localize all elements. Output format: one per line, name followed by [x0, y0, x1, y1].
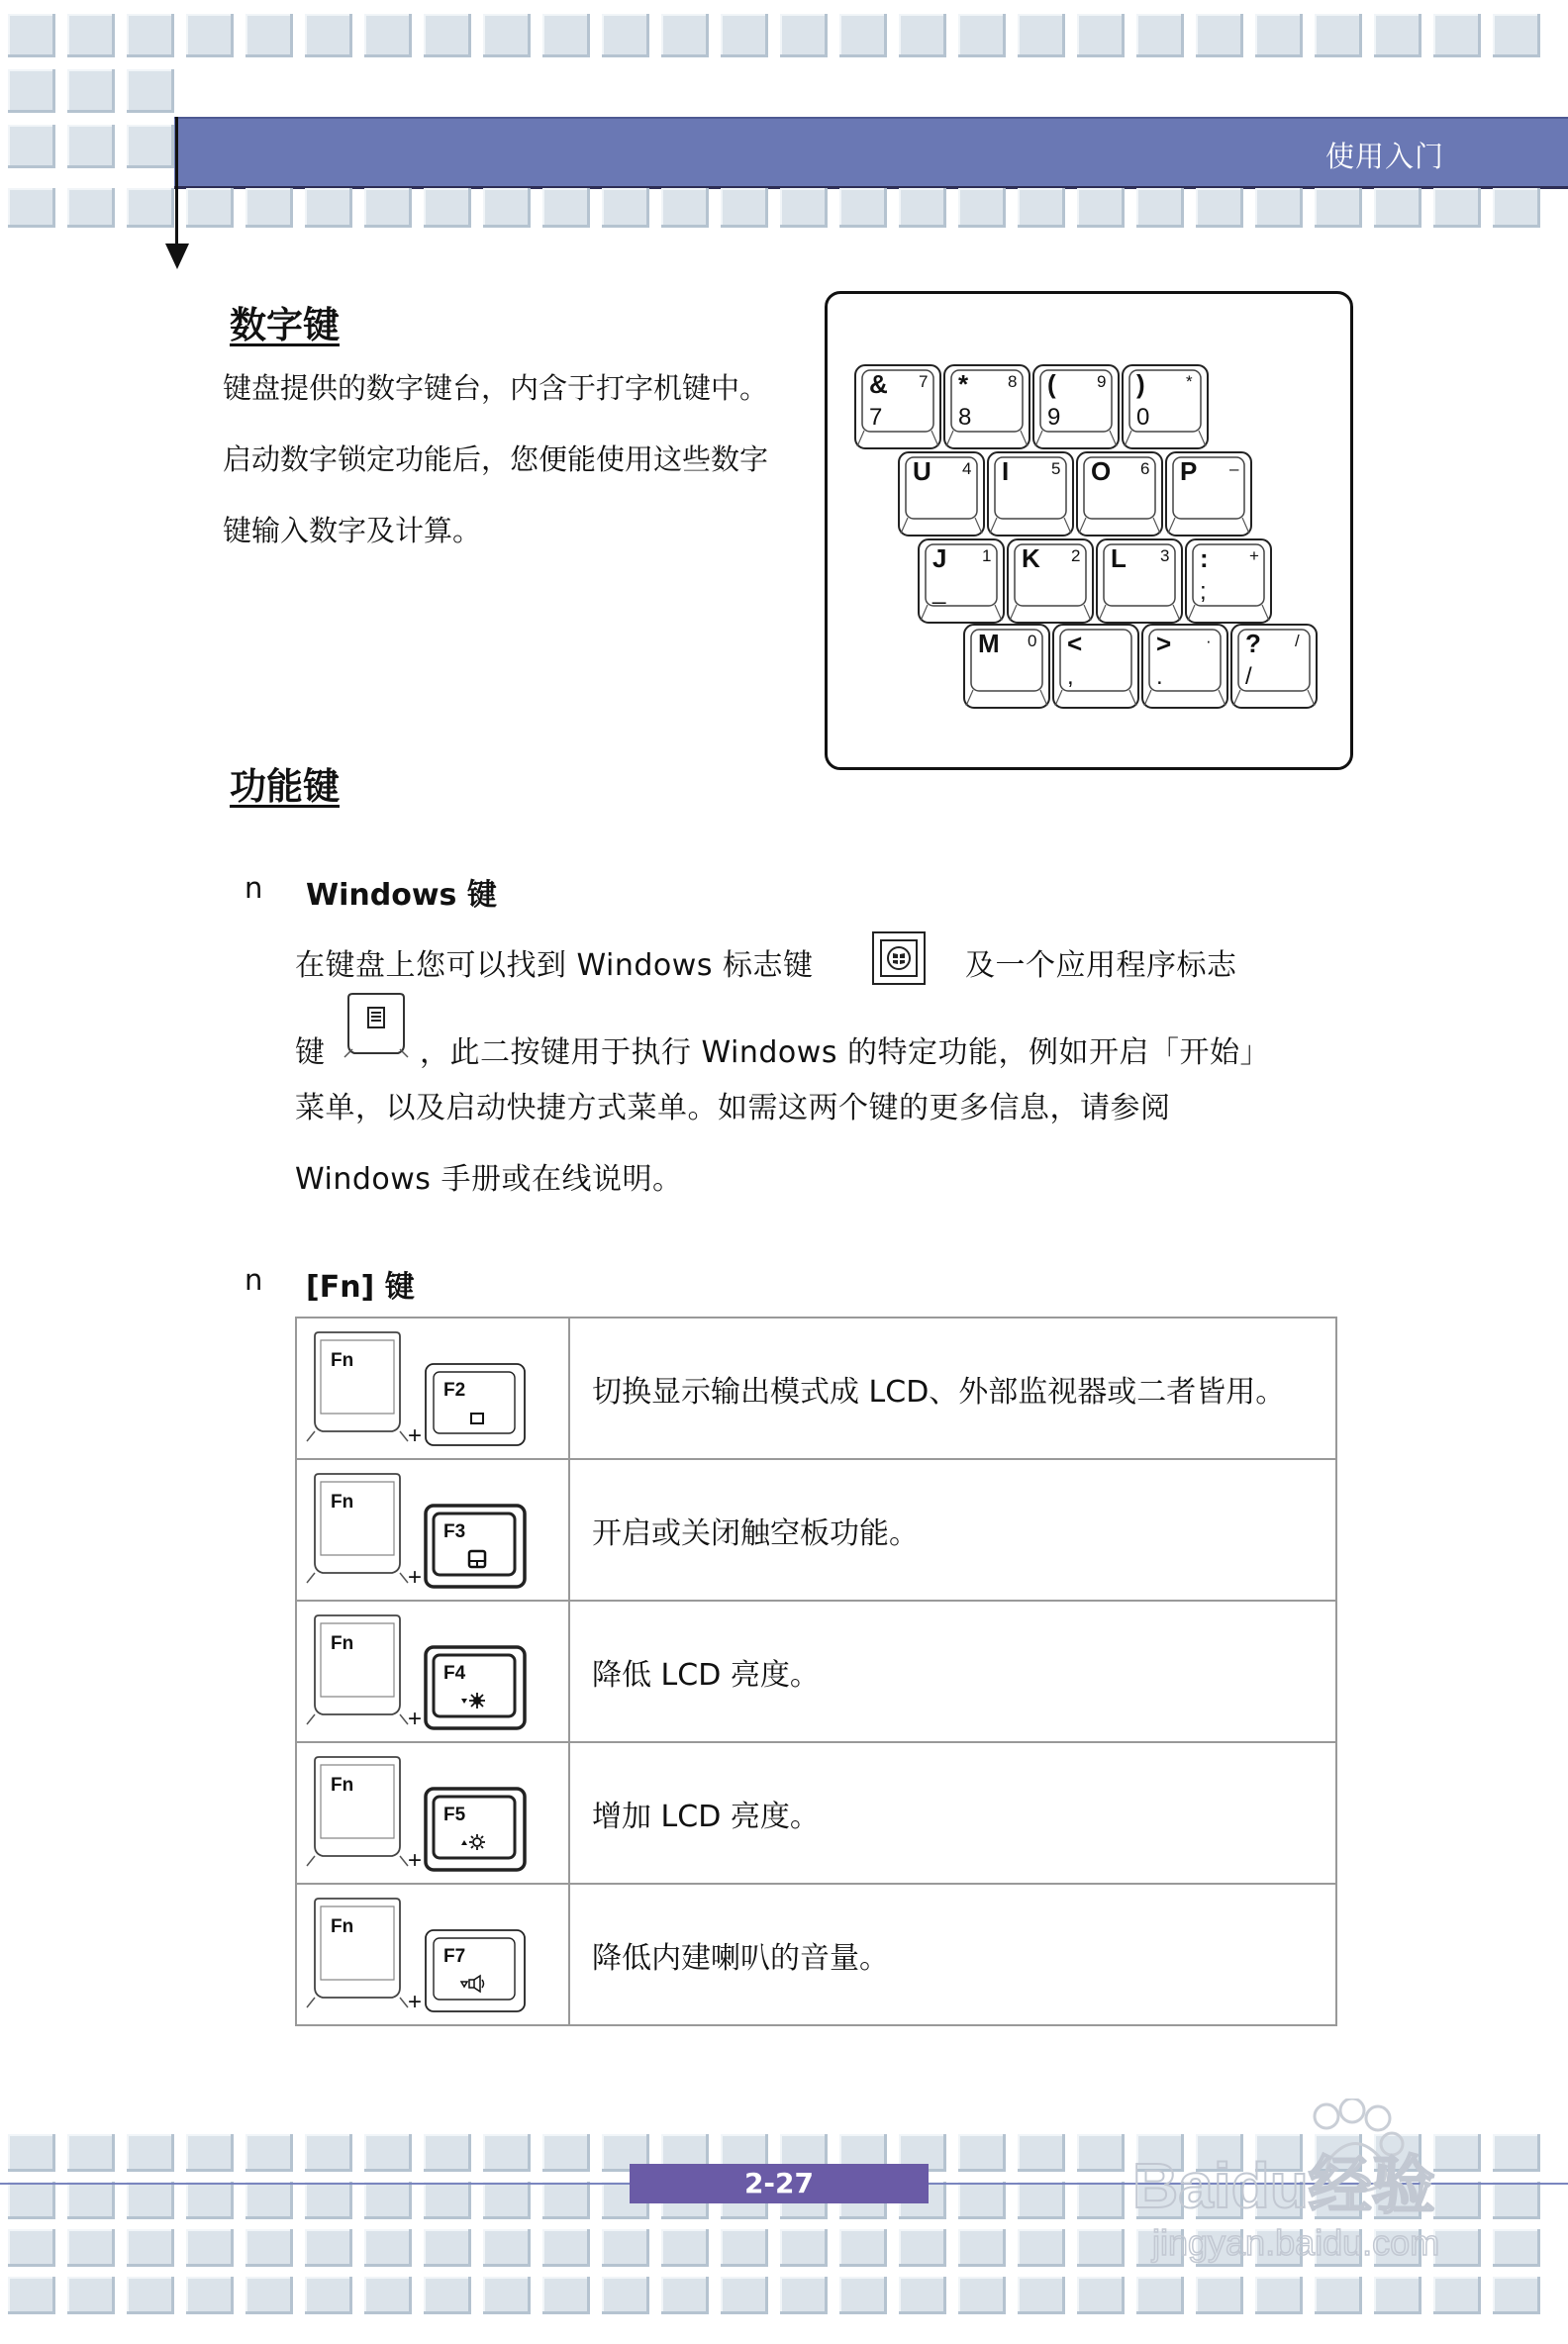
footer-tile	[780, 2229, 828, 2267]
keypad-key-main-label: &	[869, 369, 888, 399]
footer-tile	[245, 2277, 293, 2314]
header-tile	[542, 14, 590, 57]
keypad-key	[964, 625, 1049, 708]
fn-table-row	[296, 1742, 1336, 1884]
header-tile	[661, 188, 709, 228]
fn-table-row	[296, 1601, 1336, 1742]
fn-key-combo-cell	[296, 1459, 569, 1601]
fn-table-row	[296, 1318, 1336, 1459]
page-number: 2-27	[630, 2164, 929, 2203]
windows-bullet: n	[245, 871, 263, 905]
footer-tile	[305, 2182, 352, 2219]
header-tile	[1374, 14, 1421, 57]
windows-line-2b: ，此二按键用于执行 Windows 的特定功能，例如开启「开始」	[420, 1035, 1270, 1070]
f-keycap	[426, 1364, 525, 1445]
header-tile	[602, 188, 649, 228]
header-tile	[899, 188, 946, 228]
numeric-description	[223, 352, 768, 566]
footer-tile	[1374, 2277, 1421, 2314]
footer-tile	[305, 2134, 352, 2172]
windows-logo-key-icon	[871, 930, 927, 990]
keypad-key-numeric-label: 8	[1008, 372, 1018, 391]
header-tile	[780, 14, 828, 57]
windows-line-1	[295, 940, 814, 984]
header-tile	[67, 188, 115, 228]
header-tile	[186, 14, 234, 57]
footer-tile	[127, 2134, 174, 2172]
fn-key-combo-figure	[297, 1889, 554, 2017]
numeric-line-3: 键输入数字及计算。	[223, 514, 482, 547]
footer-tile	[364, 2182, 412, 2219]
footer-tile	[1018, 2277, 1065, 2314]
footer-tile	[186, 2182, 234, 2219]
keypad-key	[1123, 365, 1208, 448]
numeric-line-2: 启动数字锁定功能后，您便能使用这些数字	[223, 442, 769, 476]
keypad-key-numeric-label: 9	[1097, 372, 1107, 391]
fn-key-title: [Fn] 键	[306, 1270, 415, 1305]
footer-tile	[67, 2229, 115, 2267]
f-key-label: F2	[443, 1379, 466, 1401]
header-tile	[424, 188, 471, 228]
fn-key-label: Fn	[331, 1349, 354, 1371]
keypad-key	[919, 539, 1004, 623]
fn-key-combo-figure	[297, 1322, 554, 1451]
keypad-key	[1186, 539, 1271, 623]
footer-tile	[542, 2229, 590, 2267]
fn-key-description: 增加 LCD 亮度。	[569, 1742, 1336, 1884]
keypad-key-main-label: I	[1002, 456, 1010, 486]
fn-key-label: Fn	[331, 1632, 354, 1654]
keypad-key-numeric-label: 4	[962, 459, 972, 478]
f-key-label: F3	[443, 1520, 466, 1542]
header-tile	[127, 69, 174, 113]
footer-tile	[839, 2277, 887, 2314]
header-tile	[186, 188, 234, 228]
header-tile	[1077, 188, 1125, 228]
header-tile	[483, 188, 531, 228]
fn-keycap	[307, 1474, 408, 1583]
fn-key-description: 降低内建喇叭的音量。	[569, 1884, 1336, 2025]
f-key-label: F7	[443, 1945, 466, 1967]
baidu-watermark-logo	[1132, 2099, 1509, 2271]
fn-key-label: Fn	[331, 1491, 354, 1513]
footer-tile	[958, 2229, 1006, 2267]
fn-table-row	[296, 1459, 1336, 1601]
footer-tile	[1493, 2277, 1540, 2314]
header-tile	[127, 14, 174, 57]
header-tile	[1196, 188, 1243, 228]
fn-key-description: 开启或关闭触空板功能。	[569, 1459, 1336, 1601]
header-tile	[602, 14, 649, 57]
footer-tile	[721, 2229, 768, 2267]
header-tile-pattern-row4	[8, 188, 1540, 228]
header-tile	[721, 188, 768, 228]
footer-tile	[602, 2277, 649, 2314]
watermark-brand-text: Baidu经验	[1132, 2150, 1435, 2221]
fn-keycap	[307, 1757, 408, 1866]
keypad-key	[1142, 625, 1227, 708]
fn-key-label: Fn	[331, 1915, 354, 1937]
fn-key-description: 切换显示输出模式成 LCD、外部监视器或二者皆用。	[569, 1318, 1336, 1459]
application-key-icon	[343, 992, 410, 1063]
footer-tile	[186, 2229, 234, 2267]
footer-tile	[483, 2134, 531, 2172]
keypad-key-main-label: J	[932, 543, 947, 573]
keypad-key	[1077, 452, 1162, 536]
keypad-key-numeric-label: 0	[1028, 632, 1037, 650]
header-tile	[958, 14, 1006, 57]
footer-tile	[67, 2134, 115, 2172]
keypad-key-main-label: :	[1200, 543, 1209, 573]
footer-tile	[67, 2182, 115, 2219]
keypad-key-main-label: P	[1180, 456, 1198, 486]
keypad-key-lower-label: _	[932, 578, 946, 605]
footer-tile	[186, 2134, 234, 2172]
windows-line-1b: 及一个应用程序标志	[965, 948, 1237, 983]
keypad-key-numeric-label: 3	[1160, 546, 1170, 565]
footer-tile	[661, 2277, 709, 2314]
header-title: 使用入门	[1324, 140, 1444, 173]
windows-line-1a: 在键盘上您可以找到 Windows 标志键	[295, 948, 814, 983]
footer-tile	[8, 2229, 55, 2267]
numeric-line-1: 键盘提供的数字键台，内含于打字机键中。	[223, 371, 769, 405]
keypad-key-lower-label: 7	[869, 404, 883, 431]
header-tile	[127, 188, 174, 228]
f-keycap	[426, 1789, 525, 1870]
windows-key-title: Windows 键	[306, 878, 497, 913]
header-tile	[1196, 14, 1243, 57]
keypad-key	[855, 365, 940, 448]
header-tile	[899, 14, 946, 57]
numeric-keypad-figure	[825, 291, 1353, 770]
footer-tile	[1018, 2134, 1065, 2172]
plus-sign: +	[408, 1563, 423, 1591]
footer-tile	[602, 2229, 649, 2267]
watermark-url-text: jingyan.baidu.com	[1152, 2222, 1440, 2263]
header-tile	[245, 14, 293, 57]
footer-tile	[305, 2229, 352, 2267]
keypad-key	[988, 452, 1073, 536]
footer-tile	[542, 2134, 590, 2172]
header-tile	[67, 69, 115, 113]
keypad-key	[899, 452, 984, 536]
header-tile	[8, 125, 55, 168]
keypad-key-lower-label: 0	[1136, 404, 1150, 431]
fn-key-combo-figure	[297, 1747, 554, 1876]
keypad-key	[1033, 365, 1119, 448]
header-tile	[1433, 188, 1481, 228]
footer-tile	[127, 2182, 174, 2219]
header-tile	[305, 14, 352, 57]
header-tile	[1077, 14, 1125, 57]
footer-tile	[67, 2277, 115, 2314]
header-tile	[127, 125, 174, 168]
header-tile	[67, 14, 115, 57]
keypad-key-main-label: M	[978, 629, 1000, 658]
footer-tile	[958, 2134, 1006, 2172]
header-tile	[424, 14, 471, 57]
keypad-key-numeric-label: 7	[919, 372, 929, 391]
header-tile	[1315, 188, 1362, 228]
keypad-key-main-label: L	[1111, 543, 1127, 573]
keypad-key-numeric-label: 2	[1071, 546, 1081, 565]
footer-tile	[958, 2182, 1006, 2219]
keypad-key-main-label: *	[958, 369, 969, 399]
keypad-key	[1008, 539, 1093, 623]
keypad-key-numeric-label: –	[1229, 459, 1239, 478]
keypad-key-main-label: >	[1156, 629, 1172, 658]
fn-keycap	[307, 1332, 408, 1441]
f-keycap	[426, 1506, 525, 1587]
header-tile	[1255, 188, 1303, 228]
keypad-key-main-label: U	[913, 456, 931, 486]
header-tile	[1315, 14, 1362, 57]
footer-tile	[958, 2277, 1006, 2314]
keypad-key	[1097, 539, 1182, 623]
keypad-key	[944, 365, 1029, 448]
footer-tile	[1077, 2229, 1125, 2267]
header-tile	[958, 188, 1006, 228]
footer-tile	[542, 2182, 590, 2219]
keypad-key-main-label: K	[1022, 543, 1040, 573]
header-tile	[1493, 188, 1540, 228]
f-key-label: F4	[443, 1662, 466, 1684]
fn-key-label: Fn	[331, 1774, 354, 1796]
plus-sign: +	[408, 1988, 423, 2015]
header-tile	[661, 14, 709, 57]
footer-tile	[424, 2134, 471, 2172]
footer-tile	[1077, 2182, 1125, 2219]
footer-tile	[245, 2229, 293, 2267]
header-tile	[1493, 14, 1540, 57]
header-tile	[67, 125, 115, 168]
numeric-heading: 数字键	[230, 304, 340, 346]
footer-tile	[780, 2277, 828, 2314]
keypad-key-lower-label: .	[1156, 663, 1163, 690]
header-tile	[305, 188, 352, 228]
footer-tile	[8, 2277, 55, 2314]
footer-tile	[483, 2182, 531, 2219]
footer-tile	[1255, 2277, 1303, 2314]
down-arrow-icon	[165, 244, 189, 269]
keypad-key-numeric-label: 1	[982, 546, 992, 565]
function-keys-heading: 功能键	[230, 765, 340, 808]
keypad-key-main-label: <	[1067, 629, 1083, 658]
keypad-key	[1231, 625, 1317, 708]
footer-tile	[245, 2182, 293, 2219]
footer-tile	[127, 2229, 174, 2267]
f-key-label: F5	[443, 1804, 466, 1825]
keypad-key-main-label: (	[1047, 369, 1056, 399]
footer-tile	[8, 2182, 55, 2219]
header-tile	[1255, 14, 1303, 57]
footer-tile	[1077, 2277, 1125, 2314]
fn-keycap	[307, 1615, 408, 1724]
header-tile	[364, 188, 412, 228]
header-tile	[245, 188, 293, 228]
keypad-key-numeric-label: *	[1186, 372, 1193, 391]
fn-key-combo-cell	[296, 1742, 569, 1884]
windows-line-2a: 键	[295, 1035, 326, 1070]
keypad-key	[1053, 625, 1138, 708]
header-tile	[721, 14, 768, 57]
header-tile	[839, 188, 887, 228]
footer-tile	[661, 2229, 709, 2267]
header-tile	[1136, 188, 1184, 228]
keypad-key-lower-label: 9	[1047, 404, 1061, 431]
footer-tile	[186, 2277, 234, 2314]
header-tile	[1374, 188, 1421, 228]
header-tile	[8, 14, 55, 57]
header-tile	[8, 69, 55, 113]
footer-tile	[1077, 2134, 1125, 2172]
footer-tile	[364, 2277, 412, 2314]
header-tile	[483, 14, 531, 57]
fn-table-row	[296, 1884, 1336, 2025]
header-tile	[839, 14, 887, 57]
footer-tile	[839, 2229, 887, 2267]
fn-key-combo-figure	[297, 1464, 554, 1593]
keypad-key-lower-label: ;	[1200, 578, 1207, 605]
footer-tile	[1196, 2277, 1243, 2314]
header-tile	[1136, 14, 1184, 57]
footer-tile	[424, 2182, 471, 2219]
fn-keycap	[307, 1899, 408, 2007]
footer-tile	[424, 2229, 471, 2267]
footer-tile	[483, 2229, 531, 2267]
header-tile	[780, 188, 828, 228]
windows-line-3: 菜单，以及启动快捷方式菜单。如需这两个键的更多信息，请参阅	[295, 1091, 1171, 1125]
keypad-key-main-label: )	[1136, 369, 1145, 399]
header-tile	[1018, 14, 1065, 57]
fn-key-combo-cell	[296, 1601, 569, 1742]
keypad-key-numeric-label: +	[1249, 546, 1259, 565]
footer-tile	[483, 2277, 531, 2314]
keypad-key-main-label: ?	[1245, 629, 1261, 658]
header-tile	[1433, 14, 1481, 57]
footer-tile	[1018, 2182, 1065, 2219]
keypad-key-numeric-label: ·	[1206, 632, 1212, 650]
footer-tile	[364, 2134, 412, 2172]
keypad-key-main-label: O	[1091, 456, 1112, 486]
footer-tile	[721, 2277, 768, 2314]
keypad-key-numeric-label: 5	[1051, 459, 1061, 478]
footer-tile	[8, 2134, 55, 2172]
footer-tile	[542, 2277, 590, 2314]
windows-line-4: Windows 手册或在线说明。	[295, 1162, 683, 1197]
plus-sign: +	[408, 1705, 423, 1732]
keypad-key-lower-label: 8	[958, 404, 972, 431]
header-tile	[364, 14, 412, 57]
header-bar	[174, 117, 1568, 189]
f-keycap	[426, 1930, 525, 2011]
footer-tile	[245, 2134, 293, 2172]
plus-sign: +	[408, 1846, 423, 1874]
keypad-key-lower-label: /	[1245, 663, 1252, 690]
numeric-keypad-svg	[828, 294, 1350, 767]
fn-key-table	[295, 1317, 1337, 2026]
keypad-key-numeric-label: /	[1295, 632, 1300, 650]
footer-tile	[1136, 2277, 1184, 2314]
plus-sign: +	[408, 1421, 423, 1449]
fn-key-description: 降低 LCD 亮度。	[569, 1601, 1336, 1742]
footer-tile	[364, 2229, 412, 2267]
footer-tile	[899, 2229, 946, 2267]
fn-key-combo-figure	[297, 1606, 554, 1734]
footer-tile	[1433, 2277, 1481, 2314]
f-keycap	[426, 1647, 525, 1728]
fn-bullet: n	[245, 1263, 263, 1297]
fn-key-combo-cell	[296, 1884, 569, 2025]
header-tile	[542, 188, 590, 228]
footer-tile	[424, 2277, 471, 2314]
footer-tile	[1018, 2229, 1065, 2267]
fn-key-combo-cell	[296, 1318, 569, 1459]
header-tile	[1018, 188, 1065, 228]
footer-tile	[127, 2277, 174, 2314]
footer-tile	[899, 2277, 946, 2314]
keypad-key-lower-label: ,	[1067, 663, 1074, 690]
footer-tile	[305, 2277, 352, 2314]
keypad-key	[1166, 452, 1251, 536]
keypad-key-numeric-label: 6	[1140, 459, 1150, 478]
footer-tile	[1315, 2277, 1362, 2314]
header-tile	[8, 188, 55, 228]
